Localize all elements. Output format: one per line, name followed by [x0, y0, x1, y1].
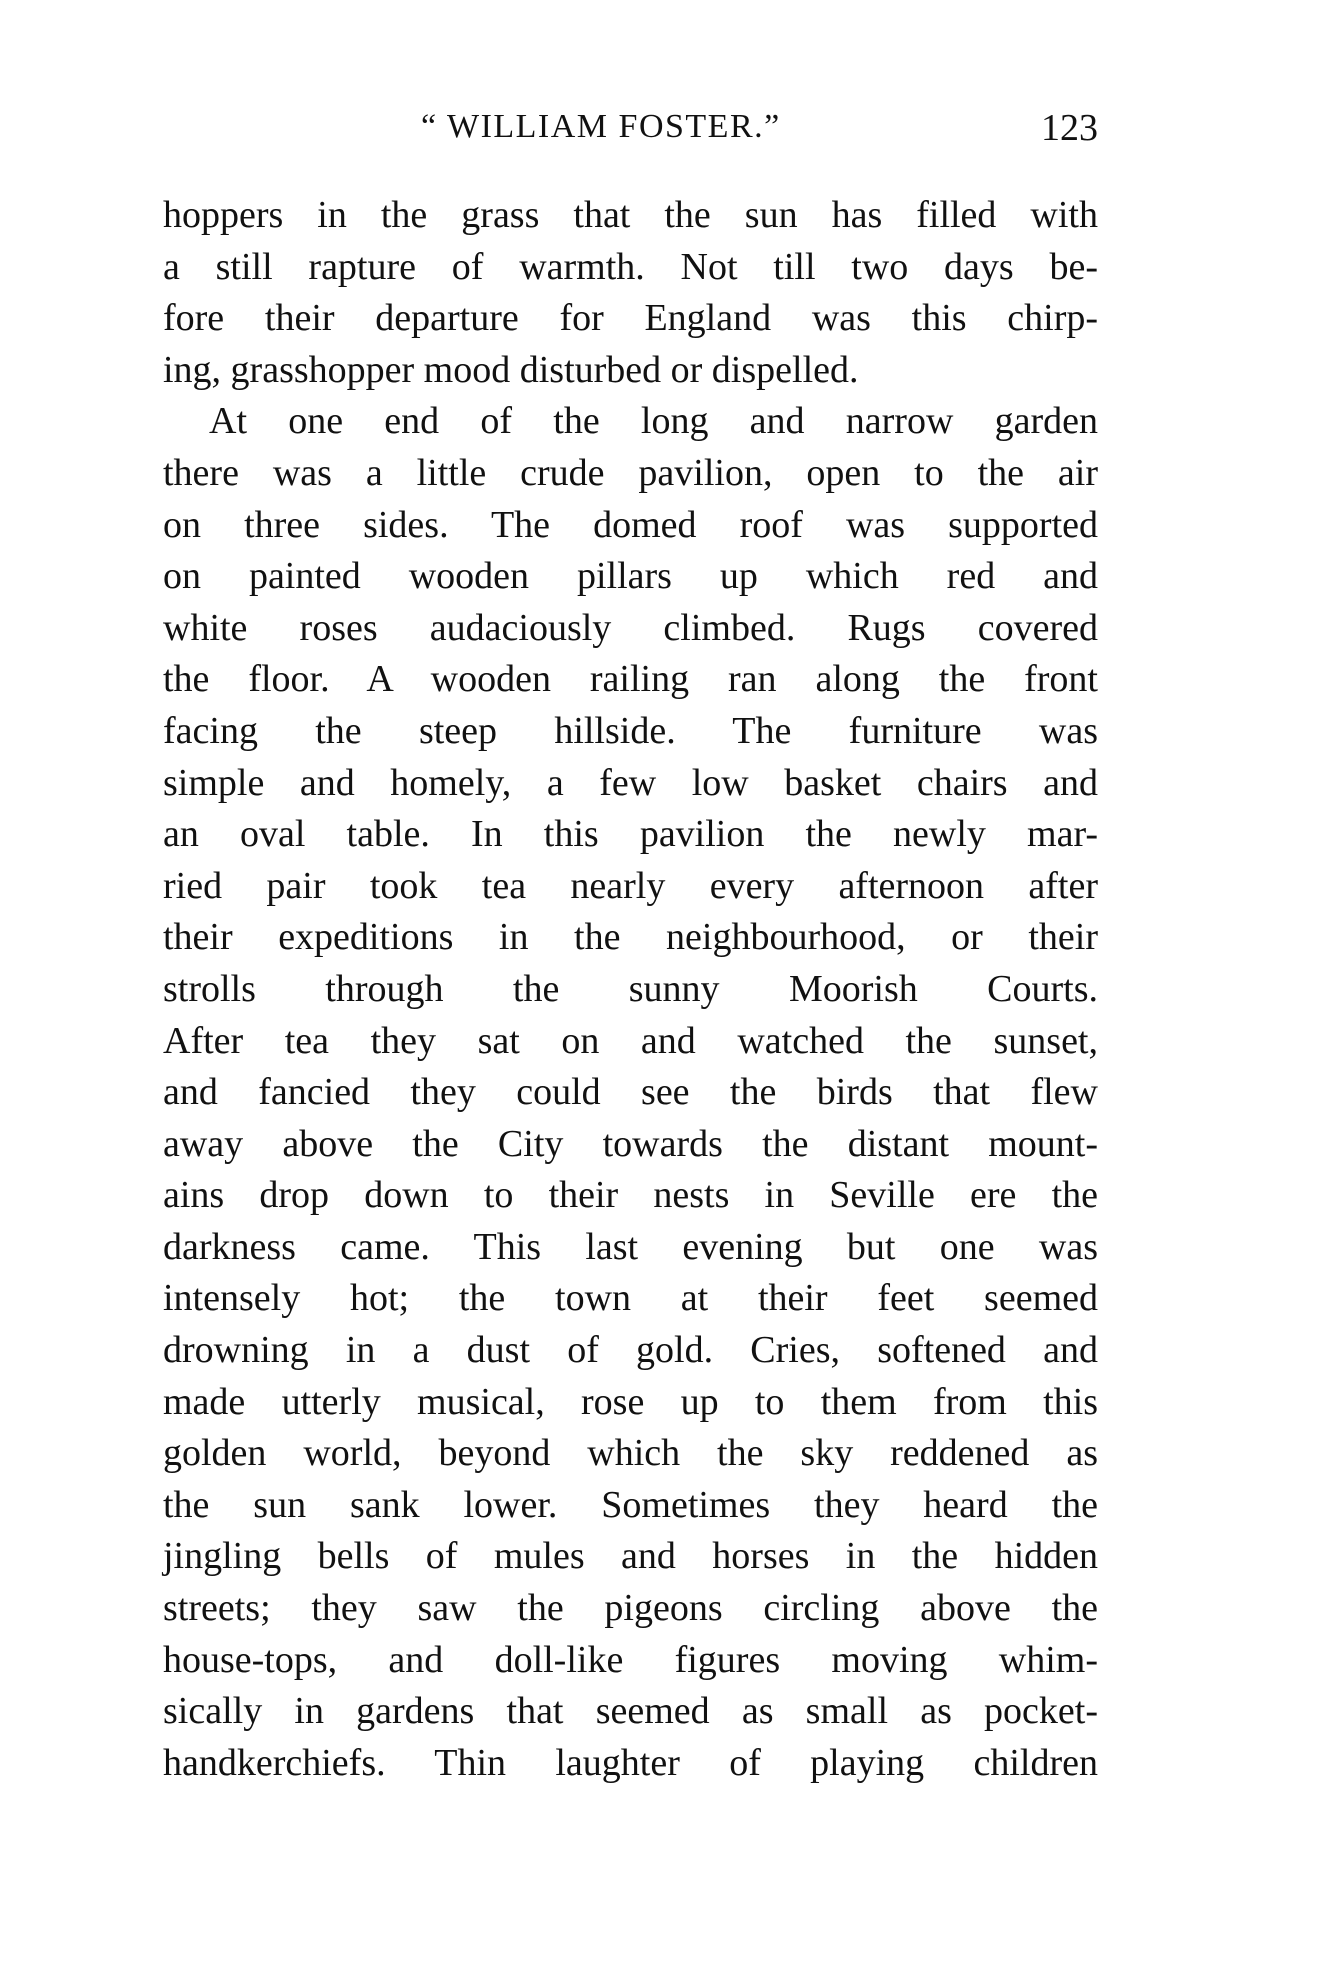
- text-line: sically in gardens that seemed as small as pocket-: [163, 1690, 1098, 1733]
- text-line: ains drop down to their nests in Seville ere the: [163, 1174, 1098, 1217]
- running-head: [163, 108, 1098, 158]
- text-line: the floor. A wooden railing ran along the front: [163, 658, 1098, 701]
- text-line: strolls through the sunny Moorish Courts.: [163, 967, 1098, 1010]
- text-line: ing, grasshopper mood disturbed or dispelled.: [163, 348, 859, 391]
- text-line: facing the steep hillside. The furniture was: [163, 709, 1098, 752]
- page-number: 123: [1041, 107, 1098, 149]
- text-line: ried pair took tea nearly every afternoon after: [163, 864, 1098, 907]
- text-line: simple and homely, a few low basket chairs and: [163, 761, 1098, 804]
- text-line: handkerchiefs. Thin laughter of playing children: [163, 1741, 1098, 1784]
- text-line: on painted wooden pillars up which red and: [163, 555, 1098, 598]
- text-line: white roses audaciously climbed. Rugs covered: [163, 606, 1098, 649]
- text-line: streets; they saw the pigeons circling above the: [163, 1587, 1098, 1630]
- text-line: golden world, beyond which the sky reddened as: [163, 1432, 1098, 1475]
- text-line: fore their departure for England was this chirp-: [163, 297, 1098, 340]
- text-line: their expeditions in the neighbourhood, or their: [163, 916, 1098, 959]
- text-line: darkness came. This last evening but one was: [163, 1225, 1098, 1268]
- text-line: a still rapture of warmth. Not till two days be-: [163, 245, 1098, 288]
- text-line: hoppers in the grass that the sun has filled with: [163, 194, 1098, 236]
- running-title: “ WILLIAM FOSTER.”: [421, 108, 781, 145]
- text-line: jingling bells of mules and horses in the hidden: [163, 1535, 1098, 1578]
- text-line: and fancied they could see the birds that flew: [163, 1071, 1098, 1114]
- text-line: on three sides. The domed roof was supported: [163, 503, 1098, 546]
- body-text: [163, 190, 1098, 1789]
- text-line: away above the City towards the distant mount-: [163, 1122, 1098, 1165]
- text-line: made utterly musical, rose up to them from this: [163, 1380, 1098, 1423]
- text-line: the sun sank lower. Sometimes they heard the: [163, 1483, 1098, 1526]
- text-line: an oval table. In this pavilion the newly mar-: [163, 813, 1098, 856]
- text-line: After tea they sat on and watched the sunset,: [163, 1019, 1098, 1062]
- text-line: drowning in a dust of gold. Cries, softened and: [163, 1329, 1098, 1372]
- text-line: intensely hot; the town at their feet seemed: [163, 1277, 1098, 1320]
- paragraph-first-line: At one end of the long and narrow garden: [209, 400, 1098, 443]
- text-line: there was a little crude pavilion, open to the air: [163, 451, 1098, 494]
- text-line: house-tops, and doll-like figures moving whim-: [163, 1638, 1098, 1681]
